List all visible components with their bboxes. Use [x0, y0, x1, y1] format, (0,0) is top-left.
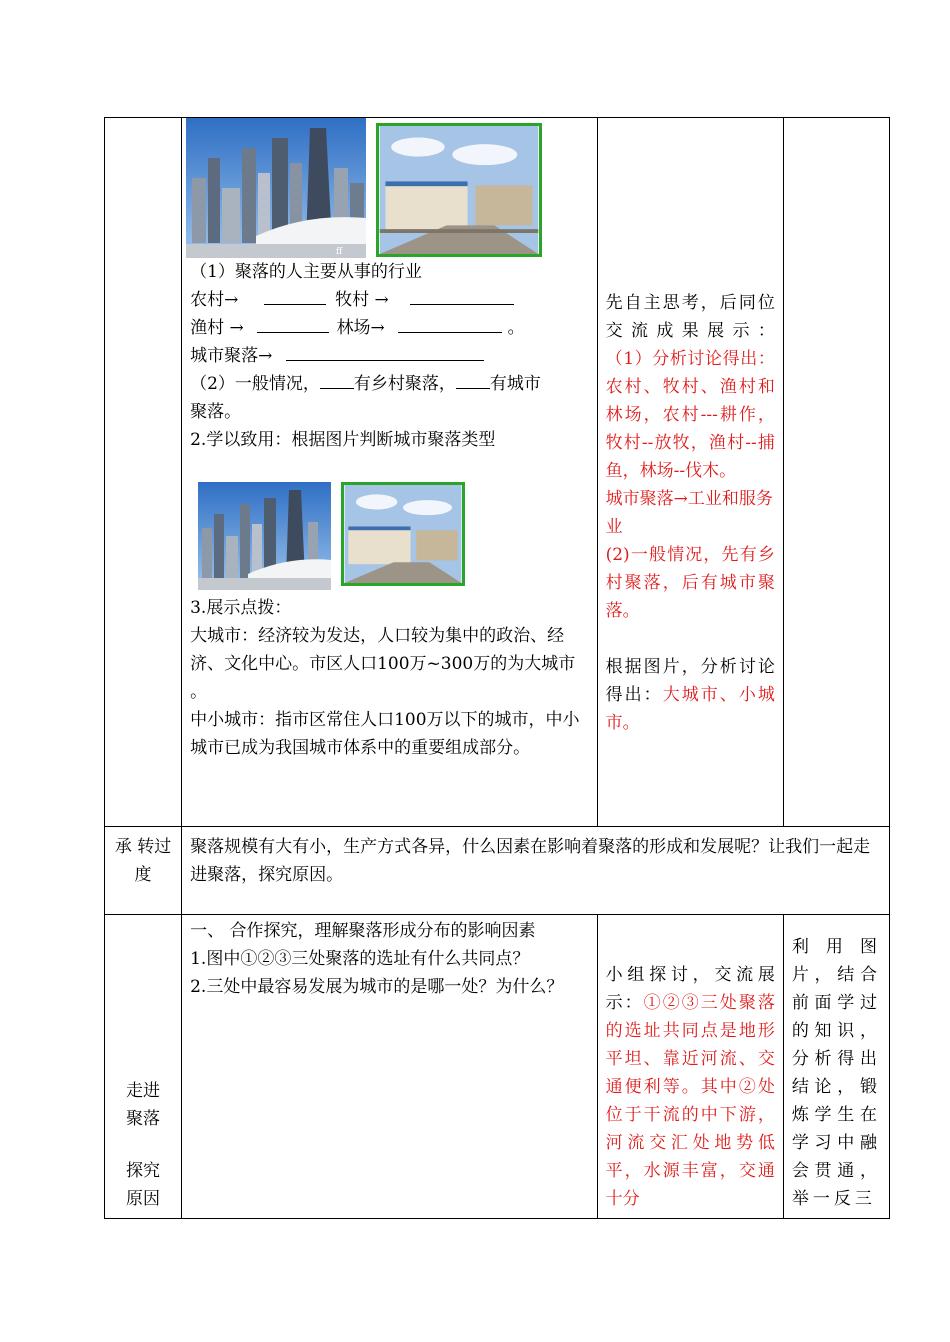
- town-street-photo: [376, 123, 542, 257]
- pastoral-label: 牧村 →: [335, 290, 389, 310]
- answer-3-prefix: 根据图片，分析讨论得出：: [605, 657, 775, 705]
- transition-content-cell: [182, 827, 890, 915]
- inquiry-question-2: 2.三处中最容易发展为城市的是哪一处？为什么？: [190, 977, 564, 997]
- section-heading: 一、 合作探究，理解聚落形成分布的影响因素: [190, 921, 536, 941]
- design-intent: 利用图片，结合前面学过的知识，分析得出结论，锻炼学生在学习中融会贯通，举一反三: [791, 937, 881, 1209]
- village-blank[interactable]: [264, 286, 326, 305]
- fishing-label: 渔村 →: [190, 318, 244, 338]
- q2-text-d: 聚落。: [190, 402, 242, 422]
- transition-label: 承 转过度: [114, 837, 172, 885]
- stage-label-cell: [105, 827, 182, 915]
- answer-1-city: 城市聚落→工业和服务业: [605, 489, 773, 537]
- teacher-activity-cell: [182, 915, 598, 1219]
- stage-cell: [105, 118, 182, 827]
- city-label: 城市聚落→: [190, 346, 273, 366]
- answer-3-red: 大城市、小城市。: [605, 685, 775, 733]
- table-row: [105, 915, 890, 1219]
- line-village-pastoral: [190, 286, 589, 314]
- watermark-label: ff: [336, 247, 343, 257]
- student-activity-cell: [597, 915, 783, 1219]
- q2-text-c: 有城市: [489, 374, 541, 394]
- intent-cell: [783, 118, 889, 827]
- village-label: 农村→: [190, 290, 239, 310]
- inquiry-question-1: 1.图中①②③三处聚落的选址有什么共同点？: [190, 949, 530, 969]
- town-street-photo-small: [341, 482, 465, 586]
- intent-cell: [783, 915, 889, 1219]
- line-fishing-forest: [190, 314, 589, 342]
- q2-blank-2[interactable]: [456, 370, 490, 389]
- q2-text-b: 有乡村聚落，: [353, 374, 456, 394]
- image-row-1: [182, 118, 597, 258]
- answer-2: (2)一般情况，先有乡村聚落，后有城市聚落。: [605, 545, 775, 621]
- question-2: [190, 370, 589, 398]
- q2-text-a: （2）一般情况，: [190, 374, 320, 394]
- stage-label-b: 探究原因: [126, 1161, 161, 1209]
- transition-content: 聚落规模有大有小，生产方式各异，什么因素在影响着聚落的形成和发展呢？让我们一起走进聚落，探究原因。: [190, 837, 871, 885]
- lesson-table: [104, 117, 890, 1219]
- answer-1: [606, 345, 775, 485]
- line-city: [190, 342, 589, 370]
- student-activity-cell: [597, 118, 783, 827]
- teacher-activity-cell: [182, 118, 598, 827]
- stage-label-cell: [105, 915, 182, 1219]
- small-city-text: 中小城市：指市区常住人口100万以下的城市，中小城市已成为我国城市体系中的重要组成部分。: [190, 710, 580, 758]
- question-1-title: （1）聚落的人主要从事的行业: [190, 262, 422, 282]
- forest-label: 林场→: [336, 318, 385, 338]
- city-blank[interactable]: [286, 342, 484, 361]
- image-row-2: [198, 482, 597, 590]
- big-city-text: 大城市：经济较为发达，人口较为集中的政治、经济、文化中心。市区人口100万~300万的为大城市 。: [190, 626, 576, 702]
- table-row: [105, 118, 890, 827]
- forest-blank[interactable]: [398, 314, 502, 333]
- student-prefix: 小组探讨，交流展示：: [605, 965, 775, 1013]
- student-intro: 先自主思考，后同位交流成果展示：: [605, 293, 775, 341]
- answer-1-red: 农村、牧村、渔村和林场，农村---耕作，牧村--放牧，渔村--捕鱼，林场--伐木。: [605, 377, 775, 481]
- student-answer-red: ①②③三处聚落的选址共同点是地形平坦、靠近河流、交通便利等。其中②处位于干流的中下游，河流交汇处地势低平，水源丰富，交通十分: [605, 993, 775, 1209]
- task-2: 2.学以致用：根据图片判断城市聚落类型: [190, 430, 496, 450]
- q2-blank-1[interactable]: [320, 370, 354, 389]
- table-row: [105, 827, 890, 915]
- pastoral-blank[interactable]: [410, 286, 514, 305]
- city-skyline-photo: [186, 118, 366, 258]
- task-3: 3.展示点拨：: [190, 598, 292, 618]
- answer-3: [606, 653, 775, 737]
- period: 。: [507, 318, 525, 338]
- stage-label-a: 走进聚落: [126, 1081, 161, 1129]
- city-skyline-photo-small: [198, 482, 331, 590]
- answer-1-prefix: （1）分析讨论得出：: [605, 349, 775, 369]
- fishing-blank[interactable]: [257, 314, 329, 333]
